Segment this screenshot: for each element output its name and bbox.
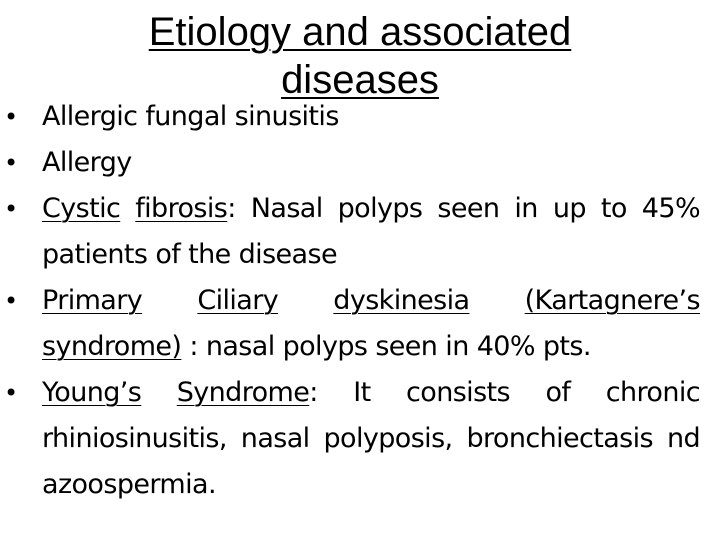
text-segment: Allergic fungal sinusitis	[42, 101, 339, 132]
list-item-youngs-syndrome	[0, 370, 700, 508]
underlined-term: fibrosis	[135, 193, 228, 224]
list-item-primary-ciliary-dyskinesia	[0, 278, 700, 370]
slide-title: Etiology and associated diseases	[148, 10, 572, 102]
list-item-text	[42, 147, 132, 178]
text-segment: : nasal polyps seen in 40% pts.	[181, 331, 591, 362]
underlined-term: Ciliary	[197, 285, 279, 316]
text-segment: : Nasal polyps seen in up to 45% patients of the disease	[42, 193, 701, 270]
text-segment	[120, 193, 135, 224]
text-segment	[469, 285, 524, 316]
bullet-icon: •	[4, 195, 18, 223]
text-segment: : It consists of chronic rhiniosinusitis, nasal polyposis, bronchiectasis nd azoospermia.	[42, 377, 701, 500]
text-segment	[141, 377, 176, 408]
list-item-text	[42, 377, 700, 500]
bullet-icon: •	[4, 287, 18, 315]
underlined-term: (Kartagnere’s syndrome)	[42, 285, 700, 362]
underlined-term: Cystic	[42, 193, 121, 224]
underlined-term: Young’s	[42, 377, 142, 408]
bullet-icon: •	[4, 379, 18, 407]
text-segment: Allergy	[42, 147, 132, 178]
bullet-icon: •	[4, 103, 18, 131]
list-item-cystic-fibrosis	[0, 186, 700, 278]
list-item-allergy	[0, 140, 700, 186]
bullet-list	[0, 94, 700, 508]
underlined-term: Primary	[42, 285, 143, 316]
underlined-term: Syndrome	[176, 377, 310, 408]
list-item-text	[42, 193, 700, 270]
text-segment	[278, 285, 333, 316]
bullet-icon: •	[4, 149, 18, 177]
list-item-text	[42, 285, 700, 362]
list-item-text	[42, 101, 339, 132]
underlined-term: dyskinesia	[333, 285, 470, 316]
text-segment	[142, 285, 197, 316]
